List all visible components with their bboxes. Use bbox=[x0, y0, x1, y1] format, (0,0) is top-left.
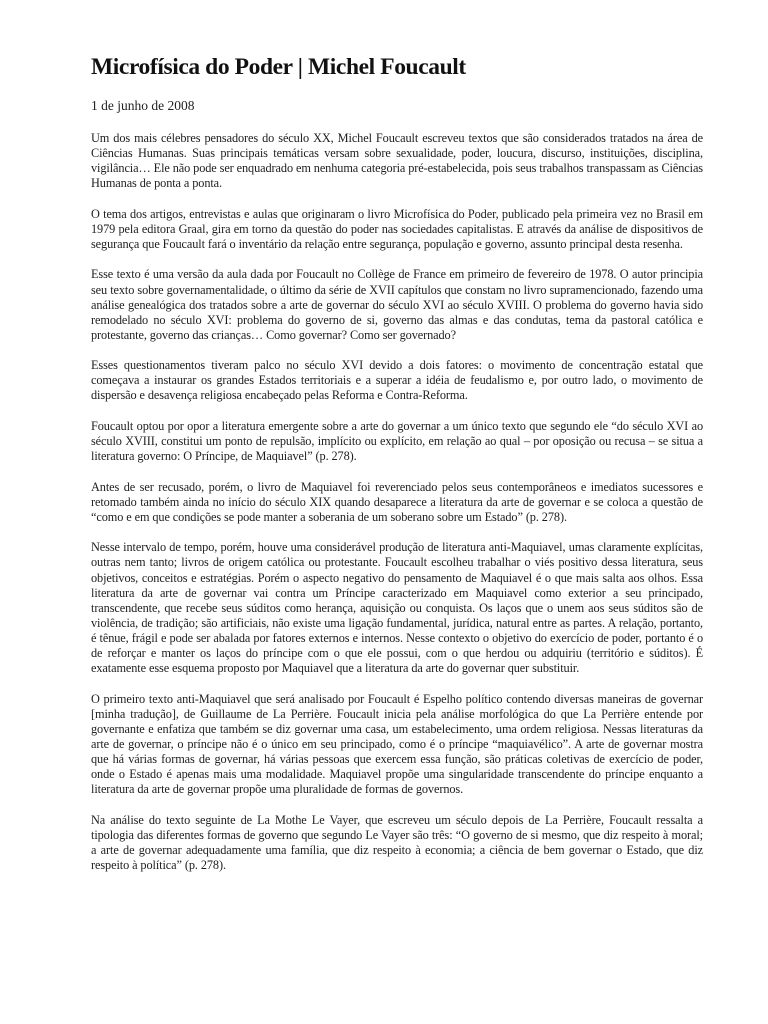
paragraph-7: Nesse intervalo de tempo, porém, houve uma considerável produção de literatura anti-Maquiavel, umas claramente explícitas, outras nem tanto; livros de origem católica ou protestante. Foucault escolheu trabalhar o viés positivo dessa literatura, seus objetivos, conceitos e estratégias. Porém o aspecto negativo do pensamento de Maquiavel é o que mais salta aos olhos. Essa literatura da arte de governar vai contra um Príncipe caracterizado em Maquiavel como exterior a seu principado, transcendente, que recebe seus súditos como herança, aquisição ou conquista. Os laços que o unem aos seus súditos são de violência, de tradição; são artificiais, não existe uma ligação fundamental, jurídica, natural entre as partes. A relação, portanto, é tênue, frágil e pode ser abalada por fatores externos e internos. Nesse contexto o objetivo do exercício de poder, portanto é o de reforçar e manter os laços do príncipe com o que ele possui, com o que herdou ou adquiriu (território e súditos). É exatamente esse esquema proposto por Maquiavel que a literatura da arte do governar quer substituir. bbox=[91, 540, 703, 676]
paragraph-8: O primeiro texto anti-Maquiavel que será analisado por Foucault é Espelho político contendo diversas maneiras de governar [minha tradução], de Guillaume de La Perrière. Foucault inicia pela análise morfológica do que La Perrière entende por governante e enfatiza que também se diz governar uma casa, um estabelecimento, uma ordem religiosa. Nessas literaturas da arte de governar, o príncipe não é o único em seu principado, como é o príncipe “maquiavélico”. A arte de governar mostra que há várias formas de governar, há várias pessoas que exercem essa função, são práticas coletivas de exercício de poder, onde o Estado é apenas mais uma modalidade. Maquiavel propõe uma singularidade transcendente do príncipe enquanto a literatura da arte de governar propõe uma pluralidade de formas de governos. bbox=[91, 691, 703, 797]
document-page bbox=[91, 52, 703, 888]
paragraph-2: O tema dos artigos, entrevistas e aulas que originaram o livro Microfísica do Poder, publicado pela primeira vez no Brasil em 1979 pela editora Graal, gira em torno da questão do poder nas sociedades capitalistas. E através da análise de dispositivos de segurança que Foucault fará o inventário da relação entre segurança, população e governo, assunto principal desta resenha. bbox=[91, 206, 703, 251]
paragraph-4: Esses questionamentos tiveram palco no século XVI devido a dois fatores: o movimento de concentração estatal que começava a instaurar os grandes Estados territoriais e a superar a idéia de feudalismo e, por outro lado, o movimento de dispersão e desavença religiosa encabeçado pelas Reforma e Contra-Reforma. bbox=[91, 358, 703, 403]
paragraph-9: Na análise do texto seguinte de La Mothe Le Vayer, que escreveu um século depois de La Perrière, Foucault ressalta a tipologia das diferentes formas de governo que segundo Le Vayer são três: “O governo de si mesmo, que diz respeito à moral; a arte de governar adequadamente uma família, que diz respeito à economia; a ciência de bem governar o Estado, que diz respeito à política” (p. 278). bbox=[91, 812, 703, 872]
paragraph-3: Esse texto é uma versão da aula dada por Foucault no Collège de France em primeiro de fevereiro de 1978. O autor principia seu texto sobre governamentalidade, o último da série de XVII capítulos que constam no livro supramencionado, fazendo uma análise genealógica dos tratados sobre a arte de governar do século XVI ao século XVIII. O problema do governo havia sido remodelado no século XVI: problema do governo de si, governo das almas e das condutas, tema da pastoral católica e protestante, governo das crianças… Como governar? Como ser governado? bbox=[91, 267, 703, 342]
paragraph-5: Foucault optou por opor a literatura emergente sobre a arte do governar a um único texto que segundo ele “do século XVI ao século XVIII, constitui um ponto de repulsão, implícito ou explícito, em relação ao qual – por oposição ou recusa – se situa a literatura governo: O Príncipe, de Maquiavel” (p. 278). bbox=[91, 418, 703, 464]
document-title: Microfísica do Poder | Michel Foucault bbox=[91, 54, 466, 80]
paragraph-6: Antes de ser recusado, porém, o livro de Maquiavel foi reverenciado pelos seus contemporâneos e imediatos sucessores e retomado também ainda no início do século XIX quando desaparece a literatura da arte de governar e se coloca a questão de “como e em que condições se pode manter a soberania de um soberano sobre um Estado” (p. 278). bbox=[91, 479, 703, 524]
publication-date: 1 de junho de 2008 bbox=[91, 98, 195, 113]
paragraph-1: Um dos mais célebres pensadores do século XX, Michel Foucault escreveu textos que são considerados tratados na área de Ciências Humanas. Suas principais temáticas versam sobre sexualidade, poder, loucura, discurso, instituições, disciplina, vigilância… Ele não pode ser enquadrado em nenhuma categoria pré-estabelecida, pois seus trabalhos transpassam as Ciências Humanas de ponta a ponta. bbox=[91, 131, 703, 191]
